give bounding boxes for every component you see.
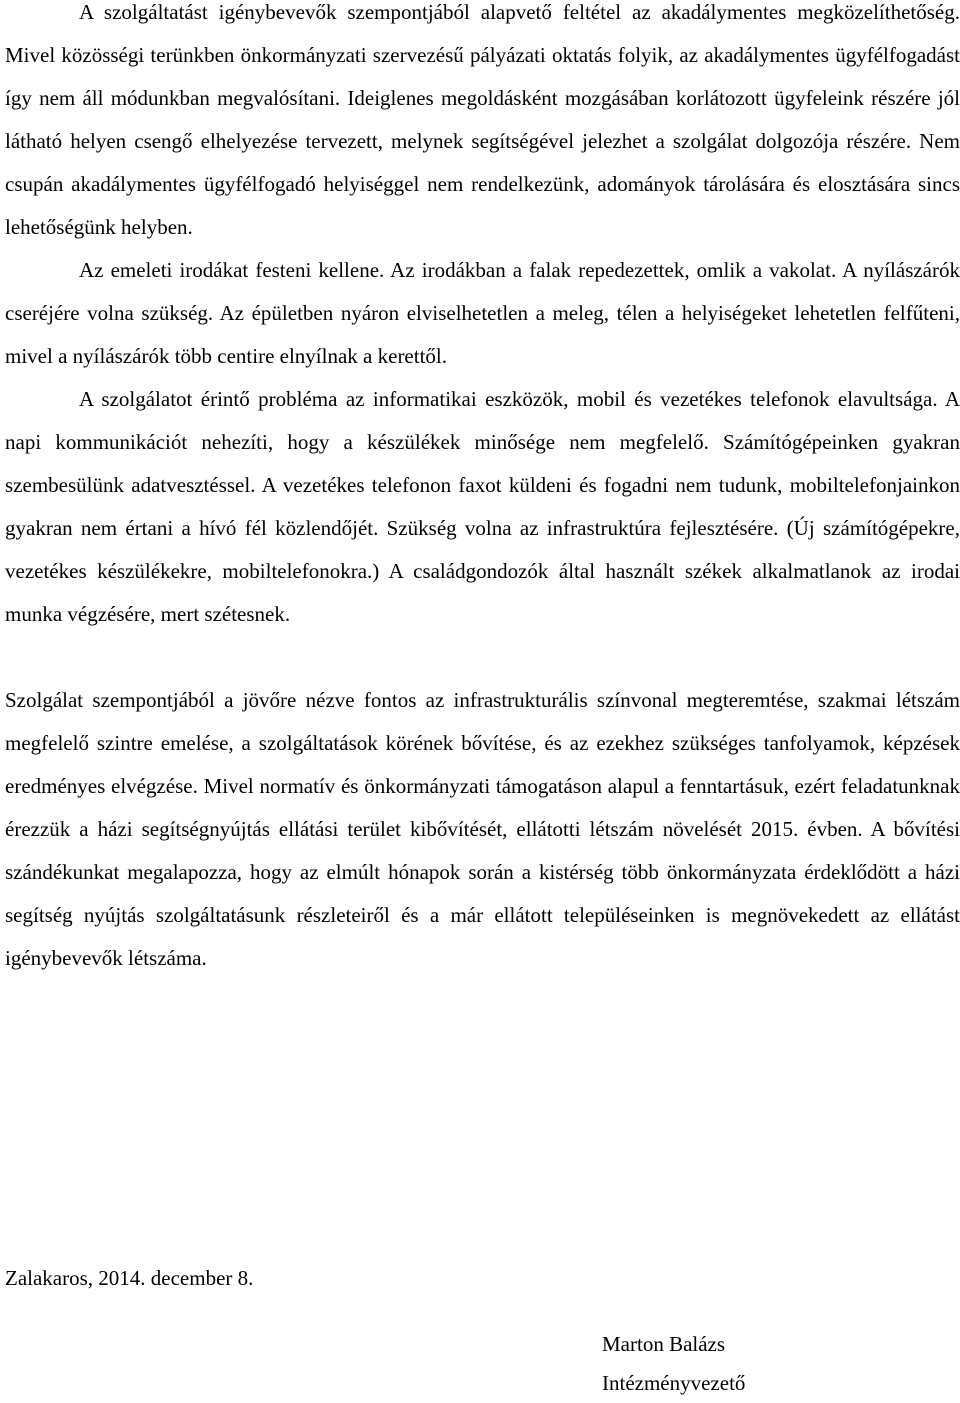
document-page — [5, 0, 960, 1395]
signatory-name: Marton Balázs — [602, 1332, 726, 1356]
paragraph-future-plans: Szolgálat szempontjából a jövőre nézve fontos az infrastrukturális színvonal megteremtése, szakmai létszám megfelelő szintre emelése, a szolgáltatások körének bővítése, és az ezekhez szükséges tanfolyamok, képzések eredményes elvégzése. Mivel normatív és önkormányzati támogatáson alapul a fenntartásuk, ezért feladatunknak érezzük a házi segítségnyújtás ellátási terület kibővítését, ellátotti létszám növelését 2015. évben. A bővítési szándékunkat megalapozza, hogy az elmúlt hónapok során a kistérség több önkormányzata érdeklődött a házi segítség nyújtás szolgáltatásunk részleteiről és a már ellátott településeinken is megnövekedett az ellátást igénybevevők létszáma. — [5, 688, 960, 970]
signature-block — [602, 1325, 745, 1403]
place-and-date: Zalakaros, 2014. december 8. — [5, 1266, 254, 1290]
paragraph-accessibility: A szolgáltatást igénybevevők szempontjából alapvető feltétel az akadálymentes megközelíthetőség. Mivel közösségi terünkben önkormányzati szervezésű pályázati oktatás folyik, az akadálymentes ügyfélfogadást így nem áll módunkban megvalósítani. Ideiglenes megoldásként mozgásában korlátozott ügyfeleink részére jól látható helyen csengő elhelyezése tervezett, melynek segítségével jelezhet a szolgálat dolgozója részére. Nem csupán akadálymentes ügyfélfogadó helyiséggel nem rendelkezünk, adományok tárolására és elosztására sincs lehetőségünk helyben. — [5, 0, 960, 239]
paragraph-office-condition: Az emeleti irodákat festeni kellene. Az irodákban a falak repedezettek, omlik a vakolat. A nyílászárók cseréjére volna szükség. Az épületben nyáron elviselhetetlen a meleg, télen a helyiségeket lehetetlen felfűteni, mivel a nyílászárók több centire elnyílnak a kerettől. — [5, 258, 960, 368]
signatory-title: Intézményvezető — [602, 1371, 746, 1395]
paragraph-it-equipment: A szolgálatot érintő probléma az informatikai eszközök, mobil és vezetékes telefonok elavultsága. A napi kommunikációt nehezíti, hogy a készülékek minősége nem megfelelő. Számítógépeinken gyakran szembesülünk adatvesztéssel. A vezetékes telefonon faxot küldeni és fogadni nem tudunk, mobiltelefonjainkon gyakran nem értani a hívó fél közlendőjét. Szükség volna az infrastruktúra fejlesztésére. (Új számítógépekre, vezetékes készülékekre, mobiltelefonokra.) A családgondozók által használt székek alkalmatlanok az irodai munka végzésére, mert szétesnek. — [5, 387, 960, 626]
